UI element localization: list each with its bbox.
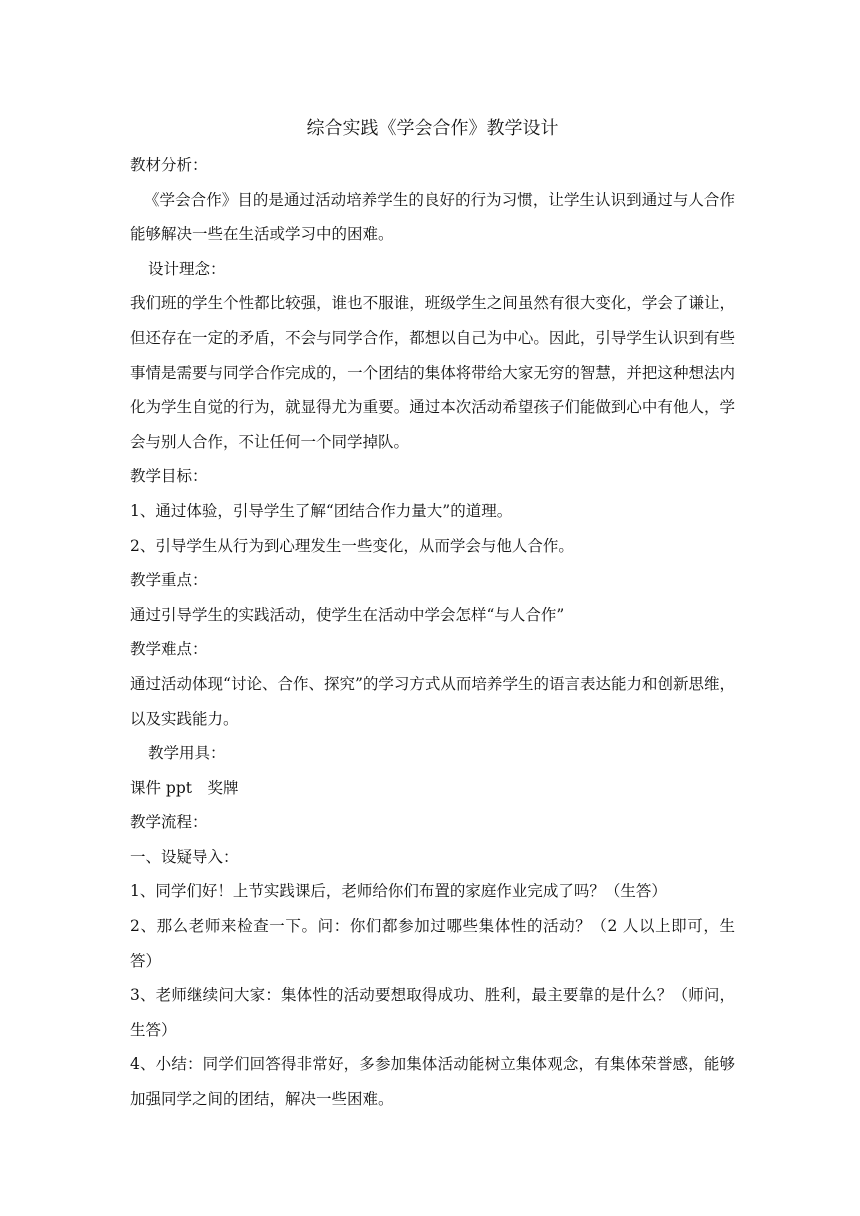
paragraph-design-concept: 我们班的学生个性都比较强，谁也不服谁，班级学生之间虽然有很大变化，学会了谦让，但还存在一定的矛盾，不会与同学合作，都想以自己为中心。因此，引导学生认识到有些事情是需要与同学合作完成的，一个团结的集体将带给大家无穷的智慧，并把这种想法内化为学生自觉的行为，就显得尤为重要。通过本次活动希望孩子们能做到心中有他人，学会与别人合作，不让任何一个同学掉队。 [130, 294, 735, 451]
list-item-step-1: 1、同学们好！上节实践课后，老师给你们布置的家庭作业完成了吗？（生答） [130, 882, 667, 901]
list-item-goal-1: 1、通过体验，引导学生了解“团结合作力量大”的道理。 [130, 501, 513, 520]
list-item-step-2: 2、那么老师来检查一下。问：你们都参加过哪些集体性的活动？（2 人以上即可，生答） [130, 917, 735, 970]
paragraph-teaching-tools: 课件 ppt 奖牌 [130, 778, 239, 797]
section-heading-key-points: 教学重点： [130, 571, 208, 590]
section-heading-teaching-tools: 教学用具： [148, 744, 226, 763]
section-heading-textbook-analysis: 教材分析： [130, 156, 208, 174]
list-item-goal-2: 2、引导学生从行为到心理发生一些变化，从而学会与他人合作。 [130, 536, 574, 555]
section-heading-design-concept: 设计理念： [148, 259, 226, 278]
list-item-step-3: 3、老师继续问大家：集体性的活动要想取得成功、胜利，最主要靠的是什么？（师问，生答） [130, 986, 735, 1039]
paragraph-textbook-analysis: 《学会合作》目的是通过活动培养学生的良好的行为习惯，让学生认识到通过与人合作能够解决一些在生活或学习中的困难。 [130, 190, 735, 244]
section-heading-difficulties: 教学难点： [130, 640, 208, 659]
paragraph-key-points: 通过引导学生的实践活动，使学生在活动中学会怎样“与人合作” [130, 605, 565, 624]
section-heading-teaching-process: 教学流程： [130, 813, 208, 832]
subheading-question-intro: 一、设疑导入： [130, 847, 239, 866]
document-body [130, 112, 735, 1117]
paragraph-difficulties: 通过活动体现“讨论、合作、探究”的学习方式从而培养学生的语言表达能力和创新思维，以及实践能力。 [130, 674, 735, 728]
document-title: 综合实践《学会合作》教学设计 [306, 118, 559, 139]
section-heading-teaching-goals: 教学目标： [130, 467, 208, 486]
list-item-step-4: 4、小结：同学们回答得非常好，多参加集体活动能树立集体观念，有集体荣誉感，能够加强同学之间的团结，解决一些困难。 [130, 1055, 735, 1109]
